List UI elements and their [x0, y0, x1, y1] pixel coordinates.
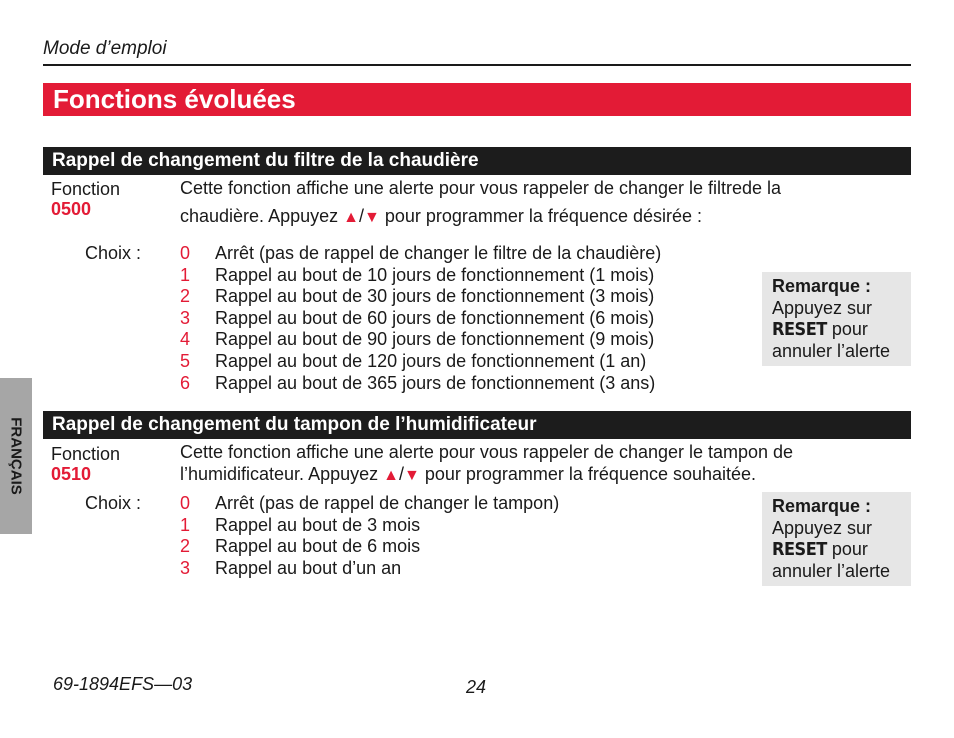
page-number: 24 — [466, 677, 487, 697]
page-title: Fonctions évoluées — [43, 83, 911, 116]
down-triangle-icon: ▼ — [404, 467, 420, 484]
choice-item — [180, 515, 559, 537]
choices-label: Choix : — [85, 493, 142, 513]
choice-number: 3 — [180, 307, 191, 328]
function-code: 0500 — [51, 199, 92, 219]
down-triangle-icon: ▼ — [364, 209, 380, 226]
choice-item — [180, 558, 559, 580]
choice-text: Rappel au bout d’un an — [215, 557, 402, 578]
choice-item — [180, 536, 559, 558]
document-number: 69-1894EFS—03 — [53, 674, 193, 694]
choice-text: Rappel au bout de 30 jours de fonctionnement (3 mois) — [215, 286, 655, 307]
choice-text: Rappel au bout de 90 jours de fonctionnement (9 mois) — [215, 329, 655, 350]
description-line: chaudière. Appuyez ▲/▼ pour programmer la fréquence désirée : — [180, 206, 703, 226]
choice-item — [180, 286, 661, 308]
function-label-text: Fonction — [51, 444, 121, 464]
choice-number: 1 — [180, 264, 191, 285]
choice-item — [180, 308, 661, 330]
choice-text: Rappel au bout de 10 jours de fonctionnement (1 mois) — [215, 264, 655, 285]
choice-number: 3 — [180, 557, 191, 578]
choice-list-humidifier — [180, 493, 559, 579]
choice-item — [180, 329, 661, 351]
choice-item — [180, 373, 661, 395]
function-label-filter — [51, 179, 120, 219]
up-triangle-icon: ▲ — [383, 467, 399, 484]
choice-item — [180, 351, 661, 373]
description-line: Cette fonction affiche une alerte pour vous rappeler de changer le tampon de — [180, 442, 794, 462]
document-header-title: Mode d’emploi — [43, 38, 167, 59]
choice-item — [180, 243, 661, 265]
note-text: pour — [831, 539, 868, 559]
choice-list-filter — [180, 243, 661, 394]
choice-number: 1 — [180, 514, 191, 535]
note-title: Remarque : — [772, 276, 872, 296]
up-triangle-icon: ▲ — [343, 209, 359, 226]
description-line: Cette fonction affiche une alerte pour vous rappeler de changer le filtrede la — [180, 178, 782, 198]
note-title: Remarque : — [772, 496, 872, 516]
note-box-filter — [762, 272, 911, 366]
language-side-tab — [0, 378, 32, 534]
section-heading-humidifier: Rappel de changement du tampon de l’humidificateur — [43, 411, 911, 439]
choice-item — [180, 265, 661, 287]
description-text: chaudière. Appuyez — [180, 206, 339, 226]
choices-label: Choix : — [85, 243, 142, 263]
choice-number: 4 — [180, 329, 191, 350]
description-line: l’humidificateur. Appuyez ▲/▼ pour programmer la fréquence souhaitée. — [180, 464, 757, 484]
note-line: annuler l’alerte — [772, 560, 891, 581]
description-text: pour programmer la fréquence désirée : — [384, 206, 703, 226]
note-line — [772, 319, 911, 341]
choice-text: Rappel au bout de 60 jours de fonctionnement (6 mois) — [215, 307, 655, 328]
choice-text: Rappel au bout de 365 jours de fonctionnement (3 ans) — [215, 372, 656, 393]
choice-text: Arrêt (pas de rappel de changer le filtre de la chaudière) — [215, 243, 662, 263]
description-text: l’humidificateur. Appuyez — [180, 464, 379, 484]
function-description-filter — [180, 176, 870, 230]
choice-text: Arrêt (pas de rappel de changer le tampon) — [215, 493, 560, 513]
header-divider — [43, 64, 911, 66]
choice-text: Rappel au bout de 6 mois — [215, 536, 421, 557]
choice-number: 2 — [180, 286, 191, 307]
function-description-humidifier — [180, 441, 870, 487]
function-label-text: Fonction — [51, 179, 121, 199]
choice-number: 0 — [180, 493, 191, 513]
reset-key-label: RESET — [772, 319, 827, 340]
side-tab-label: FRANÇAIS — [7, 417, 25, 495]
choice-number: 2 — [180, 536, 191, 557]
choice-text: Rappel au bout de 120 jours de fonctionnement (1 an) — [215, 350, 647, 371]
reset-key-label: RESET — [772, 539, 827, 560]
note-line: Appuyez sur — [772, 297, 873, 318]
choice-text: Rappel au bout de 3 mois — [215, 514, 421, 535]
choice-number: 6 — [180, 372, 191, 393]
description-text: pour programmer la fréquence souhaitée. — [424, 464, 757, 484]
note-text: pour — [831, 319, 868, 339]
note-line — [772, 539, 911, 561]
choice-item — [180, 493, 559, 515]
choice-number: 0 — [180, 243, 191, 263]
function-label-humidifier — [51, 444, 120, 484]
choice-number: 5 — [180, 350, 191, 371]
note-line: Appuyez sur — [772, 517, 873, 538]
section-heading-filter: Rappel de changement du filtre de la chaudière — [43, 147, 911, 175]
note-box-humidifier — [762, 492, 911, 586]
note-line: annuler l’alerte — [772, 340, 891, 361]
function-code: 0510 — [51, 464, 92, 484]
